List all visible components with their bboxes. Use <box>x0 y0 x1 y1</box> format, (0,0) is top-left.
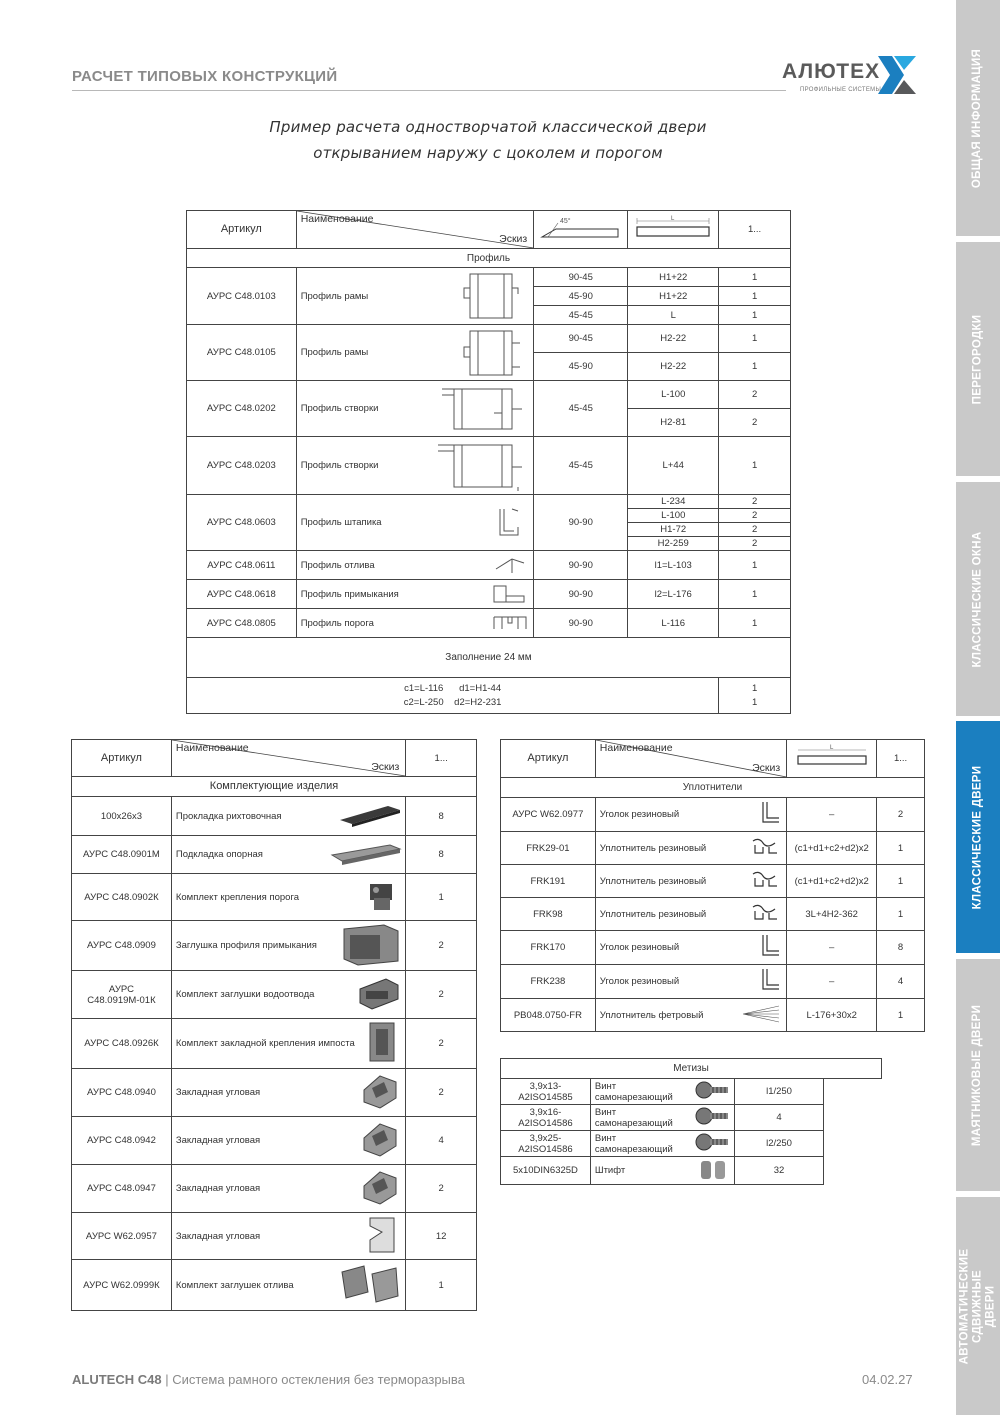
item-qty: 1 <box>877 999 925 1032</box>
rubber-corner-icon <box>755 798 783 831</box>
mullion-connector-icon <box>362 1019 402 1068</box>
table-row <box>501 898 925 931</box>
table-row <box>72 1165 477 1213</box>
item-name: Закладная угловая <box>175 1135 261 1146</box>
corner-bracket-icon <box>358 1166 402 1211</box>
end-cap-icon <box>340 921 402 970</box>
item-article: 3,9х16-A2ISO14586 <box>501 1105 591 1131</box>
screw-icon <box>695 1131 731 1156</box>
length-sketch <box>787 740 877 778</box>
item-article: FRK98 <box>501 898 596 931</box>
item-name: Уплотнитель резиновый <box>599 908 707 920</box>
accessories-table: Артикул Наименование Эскиз 1... Комплектующие изделия 100х26х3 Прокладка рихтовочная 8 АУРС С48.0901М Подкладка опорная 8 АУРС С48.0902К Комплект крепления порога 1 АУРС С48.0909 Заглушка профиля примыкания 2 АУРС С48.0919М-01К Комплект заглушки водоотвода 2 АУРС С48.0926К Комплект закладной крепления импоста 2 АУРС С48.0940 Закладная угловая 2 АУРС С48.0942 Закладная угловая 4 АУРС С48.0947 Закладная угловая 2 АУРС W62.0957 Закладная угловая 12 АУРС W62.0999К Комплект заглушек отлива 1 <box>71 739 477 1311</box>
item-name: Заглушка профиля примыкания <box>175 940 317 951</box>
item-name: Винт самонарезающий <box>594 1132 673 1155</box>
frame-profile-sketch-icon <box>450 270 530 322</box>
table-row: L-100 2 <box>187 509 791 523</box>
length-note: L <box>671 216 675 222</box>
table-row <box>72 921 477 971</box>
item-article: 100х26х3 <box>72 797 172 836</box>
item-name: Уплотнитель фетровый <box>599 1009 704 1021</box>
item-name: Штифт <box>594 1165 626 1176</box>
section-title-profile: Профиль <box>187 249 791 268</box>
item-name: Уплотнитель резиновый <box>599 842 707 854</box>
table-row: H2-259 2 <box>187 537 791 551</box>
support-pad-icon <box>330 841 402 868</box>
table-row <box>72 1069 477 1117</box>
glazing-bead-sketch-icon <box>490 503 530 543</box>
item-article: АУРС С48.0901М <box>72 836 172 874</box>
side-tab-classic-windows[interactable]: КЛАССИЧЕСКИЕ ОКНА <box>956 482 1000 716</box>
item-article: АУРС С48.0909 <box>72 921 172 971</box>
table-row: АУРС С48.0103 Профиль рамы 90-45 H1+22 1 <box>187 268 791 287</box>
table-row: H2-81 2 <box>187 409 791 437</box>
svg-text:L: L <box>829 745 834 751</box>
item-article: 5х10DIN6325D <box>501 1157 591 1185</box>
item-name: Уголок резиновый <box>599 976 680 987</box>
drip-profile-sketch-icon <box>490 553 530 577</box>
item-length: (c1+d1+c2+d2)х2 <box>787 865 877 898</box>
header-divider <box>72 90 786 91</box>
table-row: АУРС С48.0603 Профиль штапика 90-90 L-234 2 <box>187 495 791 509</box>
item-name: Винт самонарезающий <box>594 1106 673 1129</box>
table-row <box>72 971 477 1019</box>
table-row <box>72 836 477 874</box>
table-row <box>501 832 925 865</box>
profiles-table <box>186 210 791 714</box>
item-article: АУРС W62.0957 <box>72 1213 172 1260</box>
drip-cap-kit-icon <box>338 1262 402 1309</box>
item-name: Уголок резиновый <box>599 942 680 953</box>
company-logo <box>782 54 932 98</box>
side-tab-automatic-sliding-doors[interactable]: АВТОМАТИЧЕСКИЕ СДВИЖНЫЕ ДВЕРИ <box>956 1197 1000 1415</box>
item-qty: 2 <box>406 1069 477 1117</box>
side-tab-classic-doors[interactable]: КЛАССИЧЕСКИЕ ДВЕРИ <box>956 721 1000 953</box>
item-qty: 1 <box>406 1260 477 1311</box>
item-article: FRK170 <box>501 931 596 965</box>
side-tab-partitions[interactable]: ПЕРЕГОРОДКИ <box>956 242 1000 476</box>
section-title-filling: Заполнение 24 мм <box>187 638 791 678</box>
threshold-fixing-kit-icon <box>362 876 402 919</box>
item-article: АУРС С48.0919М-01К <box>72 971 172 1019</box>
item-length: L-176+30х2 <box>787 999 877 1032</box>
table-row <box>72 797 477 836</box>
table-row: 45-90 H1+22 1 <box>187 287 791 306</box>
item-qty: 32 <box>734 1157 824 1185</box>
col-header-name-sketch: Наименование Эскиз <box>296 211 534 249</box>
item-qty: 1 <box>877 898 925 931</box>
table-row: H1-72 2 <box>187 523 791 537</box>
rubber-gasket-icon <box>749 835 783 862</box>
threshold-profile-sketch-icon <box>490 611 530 635</box>
table-row: АУРС С48.0202 Профиль створки 45-45 L-100 2 <box>187 381 791 409</box>
sash-profile-sketch-icon <box>434 383 530 435</box>
table-header-row <box>187 211 791 249</box>
screw-icon <box>695 1079 731 1104</box>
table-row <box>72 1260 477 1311</box>
section-header-title: РАСЧЕТ ТИПОВЫХ КОНСТРУКЦИЙ <box>72 68 338 85</box>
table-row: c1=L-116 d1=H1-44 c2=L-250 d2=H2-231 1 1 <box>187 678 791 714</box>
page-number: 04.02.27 <box>862 1372 913 1387</box>
table-row: 45-90 H2-22 1 <box>187 353 791 381</box>
frame-profile-sketch-icon <box>450 327 530 379</box>
corner-bracket-icon <box>358 1118 402 1163</box>
table-row <box>72 1117 477 1165</box>
item-length: – <box>787 965 877 999</box>
table-row <box>501 1157 882 1185</box>
item-qty: 4 <box>406 1117 477 1165</box>
item-qty: 1 <box>877 832 925 865</box>
table-row <box>72 1019 477 1069</box>
item-article: FRK191 <box>501 865 596 898</box>
item-name: Комплект заглушки водоотвода <box>175 989 315 1000</box>
item-article: АУРС С48.0940 <box>72 1069 172 1117</box>
item-name: Уплотнитель резиновый <box>599 875 707 887</box>
item-article: АУРС С48.0926К <box>72 1019 172 1069</box>
table-row <box>501 1079 882 1105</box>
item-qty: 4 <box>877 965 925 999</box>
dowel-pin-icon <box>697 1157 731 1184</box>
angle-cut-sketch <box>534 211 628 249</box>
item-qty: 2 <box>877 798 925 832</box>
item-name: Комплект крепления порога <box>175 891 299 903</box>
corner-plate-icon <box>362 1214 402 1259</box>
item-name: Уголок резиновый <box>599 809 680 820</box>
item-qty: 4 <box>734 1105 824 1131</box>
item-name: Закладная угловая <box>175 1183 261 1194</box>
rubber-gasket-icon <box>749 901 783 928</box>
item-article: АУРС С48.0947 <box>72 1165 172 1213</box>
item-article: АУРС W62.0999К <box>72 1260 172 1311</box>
fasteners-table: Метизы 3,9х13-A2ISO14585 Винт самонарезающий l1/250 3,9х16-A2ISO14586 Винт самонарезающий 4 3,9х25-A2ISO14586 Винт самонарезающий l2/250 5х10DIN6325D Штифт 32 <box>500 1058 882 1185</box>
rubber-corner-icon <box>755 965 783 998</box>
corner-bracket-icon <box>358 1070 402 1115</box>
item-article: АУРС С48.0942 <box>72 1117 172 1165</box>
item-article: PB048.0750-FR <box>501 999 596 1032</box>
item-name: Винт самонарезающий <box>594 1080 673 1103</box>
item-qty: 2 <box>406 921 477 971</box>
item-article: АУРС С48.0902К <box>72 874 172 921</box>
item-name: Закладная угловая <box>175 1087 261 1098</box>
item-qty: 8 <box>406 797 477 836</box>
item-length: 3L+4H2-362 <box>787 898 877 931</box>
table-row <box>501 931 925 965</box>
table-row <box>501 999 925 1032</box>
table-row: АУРС С48.0805 Профиль порога 90-90 L-116 1 <box>187 609 791 638</box>
item-name: Прокладка рихтовочная <box>175 810 282 822</box>
col-header-article: Артикул <box>187 211 297 249</box>
item-qty: 8 <box>877 931 925 965</box>
felt-brush-seal-icon <box>739 1002 783 1029</box>
table-row <box>501 1105 882 1131</box>
item-qty: 2 <box>406 1165 477 1213</box>
seals-table: Артикул Наименование Эскиз L 1... Уплотнители АУРС W62.0977 Уголок резиновый – 2 FRK29-01 Уплотнитель резиновый (c1+d1+c2+d2)х2 1 FRK191 Уплотнитель резиновый (c1+d1+c2+d2)х2 1 FRK98 Уплотнитель резиновый 3L+4H2-362 1 FRK170 Уголок резиновый – 8 FRK238 Уголок резиновый – 4 PB048.0750-FR Уплотнитель фетровый L-176+30х2 1 <box>500 739 925 1032</box>
side-tab-pendulum-doors[interactable]: МАЯТНИКОВЫЕ ДВЕРИ <box>956 959 1000 1191</box>
table-row <box>72 874 477 921</box>
rubber-gasket-icon <box>749 868 783 895</box>
item-name: Комплект заглушек отлива <box>175 1279 294 1291</box>
table-row <box>501 798 925 832</box>
rubber-corner-icon <box>755 931 783 964</box>
footer: ALUTECH C48 | Система рамного остекления без терморазрыва <box>72 1372 465 1387</box>
item-qty: 2 <box>406 971 477 1019</box>
shim-plate-icon <box>336 802 402 831</box>
table-row: 45-45 L 1 <box>187 306 791 325</box>
item-qty: 1 <box>406 874 477 921</box>
item-length: – <box>787 798 877 832</box>
screw-icon <box>695 1105 731 1130</box>
item-qty: 1 <box>877 865 925 898</box>
table-row: АУРС С48.0105 Профиль рамы 90-45 H2-22 1 <box>187 325 791 353</box>
item-length: – <box>787 931 877 965</box>
item-article: 3,9х25-A2ISO14586 <box>501 1131 591 1157</box>
table-row: АУРС С48.0203 Профиль створки 45-45 L+44 1 <box>187 437 791 495</box>
item-qty: l2/250 <box>734 1131 824 1157</box>
item-article: 3,9х13-A2ISO14585 <box>501 1079 591 1105</box>
adjoining-profile-sketch-icon <box>490 582 530 606</box>
table-row <box>501 1131 882 1157</box>
item-name: Подкладка опорная <box>175 849 263 860</box>
item-name: Комплект закладной крепления импоста <box>175 1038 355 1049</box>
document-title: Пример расчета одностворчатой классической двери открыванием наружу с цоколем и порогом <box>269 118 707 162</box>
table-row <box>501 865 925 898</box>
col-header-count: 1... <box>719 211 791 249</box>
section-side-tabs <box>956 0 1000 1415</box>
angle-note: 45° <box>559 218 571 225</box>
alutech-logo-mark-icon <box>878 56 918 94</box>
item-article: FRK29-01 <box>501 832 596 865</box>
sash-profile-sketch-icon <box>434 439 530 493</box>
drain-cap-kit-icon <box>356 975 402 1014</box>
item-qty: l1/250 <box>734 1079 824 1105</box>
logo-tagline: ПРОФИЛЬНЫЕ СИСТЕМЫ <box>800 87 882 93</box>
logo-name: АЛЮТЕХ <box>782 60 881 83</box>
table-row: АУРС С48.0611 Профиль отлива 90-90 l1=L-103 1 <box>187 551 791 580</box>
item-qty: 2 <box>406 1019 477 1069</box>
side-tab-general-info[interactable]: ОБЩАЯ ИНФОРМАЦИЯ <box>956 0 1000 236</box>
item-length: (c1+d1+c2+d2)х2 <box>787 832 877 865</box>
item-qty: 12 <box>406 1213 477 1260</box>
item-article: FRK238 <box>501 965 596 999</box>
table-row <box>72 1213 477 1260</box>
item-article: АУРС W62.0977 <box>501 798 596 832</box>
length-sketch <box>628 211 719 249</box>
item-qty: 8 <box>406 836 477 874</box>
table-row: АУРС С48.0618 Профиль примыкания 90-90 l2=L-176 1 <box>187 580 791 609</box>
table-row <box>501 965 925 999</box>
item-name: Закладная угловая <box>175 1230 261 1242</box>
